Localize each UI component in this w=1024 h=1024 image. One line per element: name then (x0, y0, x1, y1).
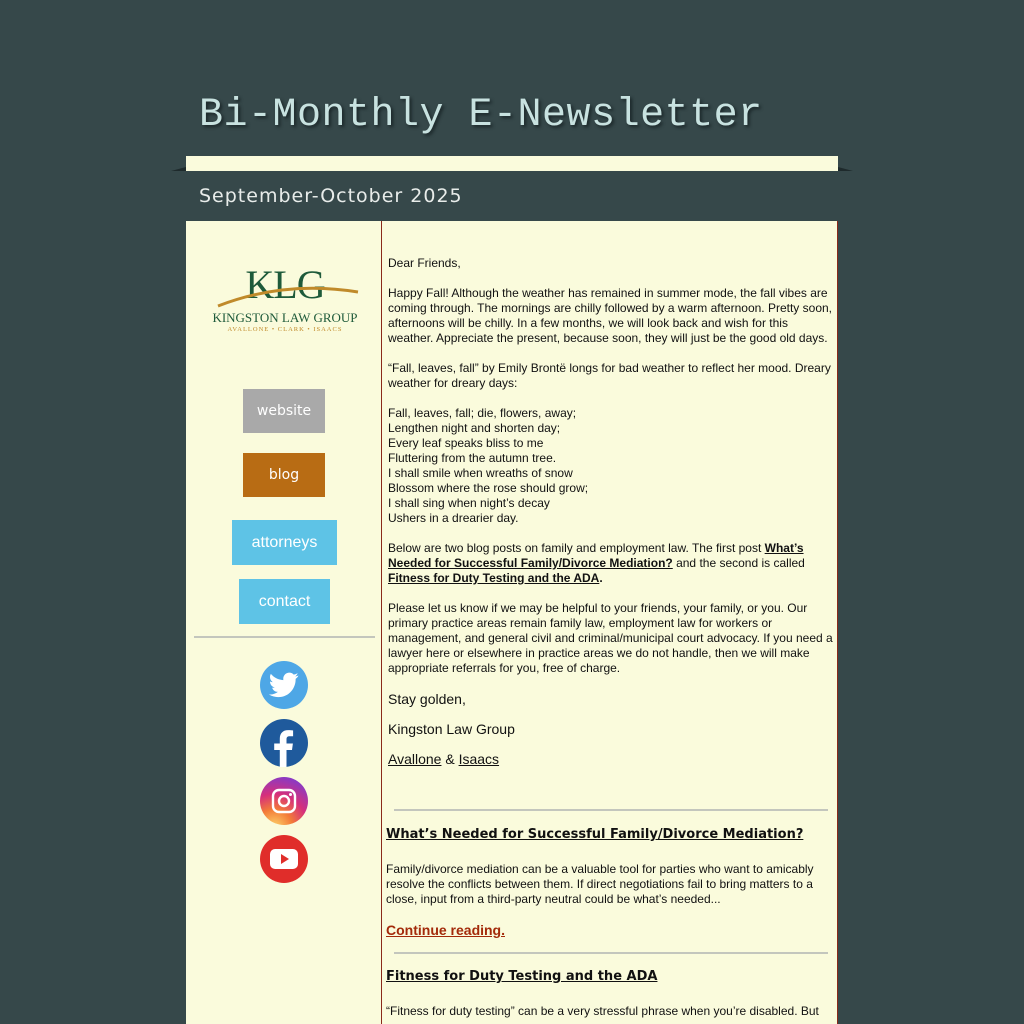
closing: Stay golden, (388, 691, 466, 707)
section-divider (394, 809, 828, 811)
poem-line: Fluttering from the autumn tree. (388, 451, 557, 465)
services-paragraph: Please let us know if we may be helpful to your friends, your family, or you. Our primary practice areas remain family law, employment law for workers or management, and general civil and criminal/municipal court advocacy. If you need a lawyer here or elsewhere in practice areas we do not handle, then we will make appropriate referrals for you, free of charge. (388, 601, 833, 675)
issue-date-banner (171, 171, 852, 221)
fitness-post-link[interactable]: Fitness for Duty Testing and the ADA (388, 571, 600, 585)
klg-logo[interactable] (200, 262, 370, 332)
newsletter-masthead: Bi-Monthly E-Newsletter (199, 93, 763, 138)
attorney-signature (388, 751, 836, 767)
poem-line: I shall sing when night’s decay (388, 496, 550, 510)
facebook-icon[interactable] (260, 719, 308, 767)
poem-line: Fall, leaves, fall; die, flowers, away; (388, 406, 577, 420)
logo-firm-name: KINGSTON LAW GROUP (212, 310, 358, 325)
poem-line: Lengthen night and shorten day; (388, 421, 561, 435)
youtube-icon[interactable] (260, 835, 308, 883)
mediation-post-link[interactable]: What’s Needed for Successful Family/Divorce Mediation? (388, 541, 804, 570)
logo-initials: KLG (245, 262, 325, 307)
poem-line: Every leaf speaks bliss to me (388, 436, 544, 450)
poem-intro-paragraph: “Fall, leaves, fall” by Emily Brontë longs for bad weather to reflect her mood. Dreary weather for dreary days: (388, 361, 831, 390)
paragraph-text: and the second is called (672, 556, 805, 570)
article2-title[interactable]: Fitness for Duty Testing and the ADA (386, 969, 658, 984)
logo-partners: AVALLONE • CLARK • ISAACS (227, 326, 343, 332)
article1-excerpt: Family/divorce mediation can be a valuable tool for parties who want to amicably resolve the conflicts between them. If direct negotiations fail to bring matters to a close, input from a third-party neutral could be what’s needed... (386, 862, 814, 906)
article1-title[interactable]: What’s Needed for Successful Family/Divorce Mediation? (386, 827, 804, 842)
firm-signature: Kingston Law Group (388, 721, 515, 737)
instagram-icon[interactable] (260, 777, 308, 825)
signature-ampersand: & (441, 751, 459, 767)
poem-line: Ushers in a drearier day. (388, 511, 519, 525)
attorneys-button[interactable]: attorneys (232, 520, 337, 565)
continue-reading-link[interactable]: Continue reading. (386, 922, 505, 938)
twitter-icon[interactable] (260, 661, 308, 709)
intro-paragraph: Happy Fall! Although the weather has remained in summer mode, the fall vibes are coming through. The mornings are chilly followed by a warm afternoon. Pretty soon, afternoons will be chilly. In a few months, we will look back and wish for this weather. Appreciate the present, because soon, they will just be the good old days. (388, 286, 832, 345)
section-divider (394, 952, 828, 954)
article2-excerpt: “Fitness for duty testing” can be a very stressful phrase when you’re disabled. But (386, 1004, 819, 1018)
paragraph-text: . (599, 571, 603, 585)
letter-body (388, 256, 836, 781)
avallone-link[interactable]: Avallone (388, 751, 442, 767)
issue-date: September-October 2025 (199, 185, 463, 207)
contact-button[interactable]: contact (239, 579, 330, 624)
greeting: Dear Friends, (388, 256, 461, 270)
card-right-border (837, 221, 838, 1024)
website-button[interactable]: website (243, 389, 325, 433)
isaacs-link[interactable]: Isaacs (458, 751, 500, 767)
poem-line: I shall smile when wreaths of snow (388, 466, 573, 480)
column-divider (381, 221, 382, 1024)
paragraph-text: Below are two blog posts on family and employment law. The first post (388, 541, 765, 555)
blog-button[interactable]: blog (243, 453, 325, 497)
blog-posts-paragraph (388, 541, 836, 586)
sidebar-divider (194, 636, 375, 638)
poem-line: Blossom where the rose should grow; (388, 481, 589, 495)
poem (388, 406, 836, 526)
